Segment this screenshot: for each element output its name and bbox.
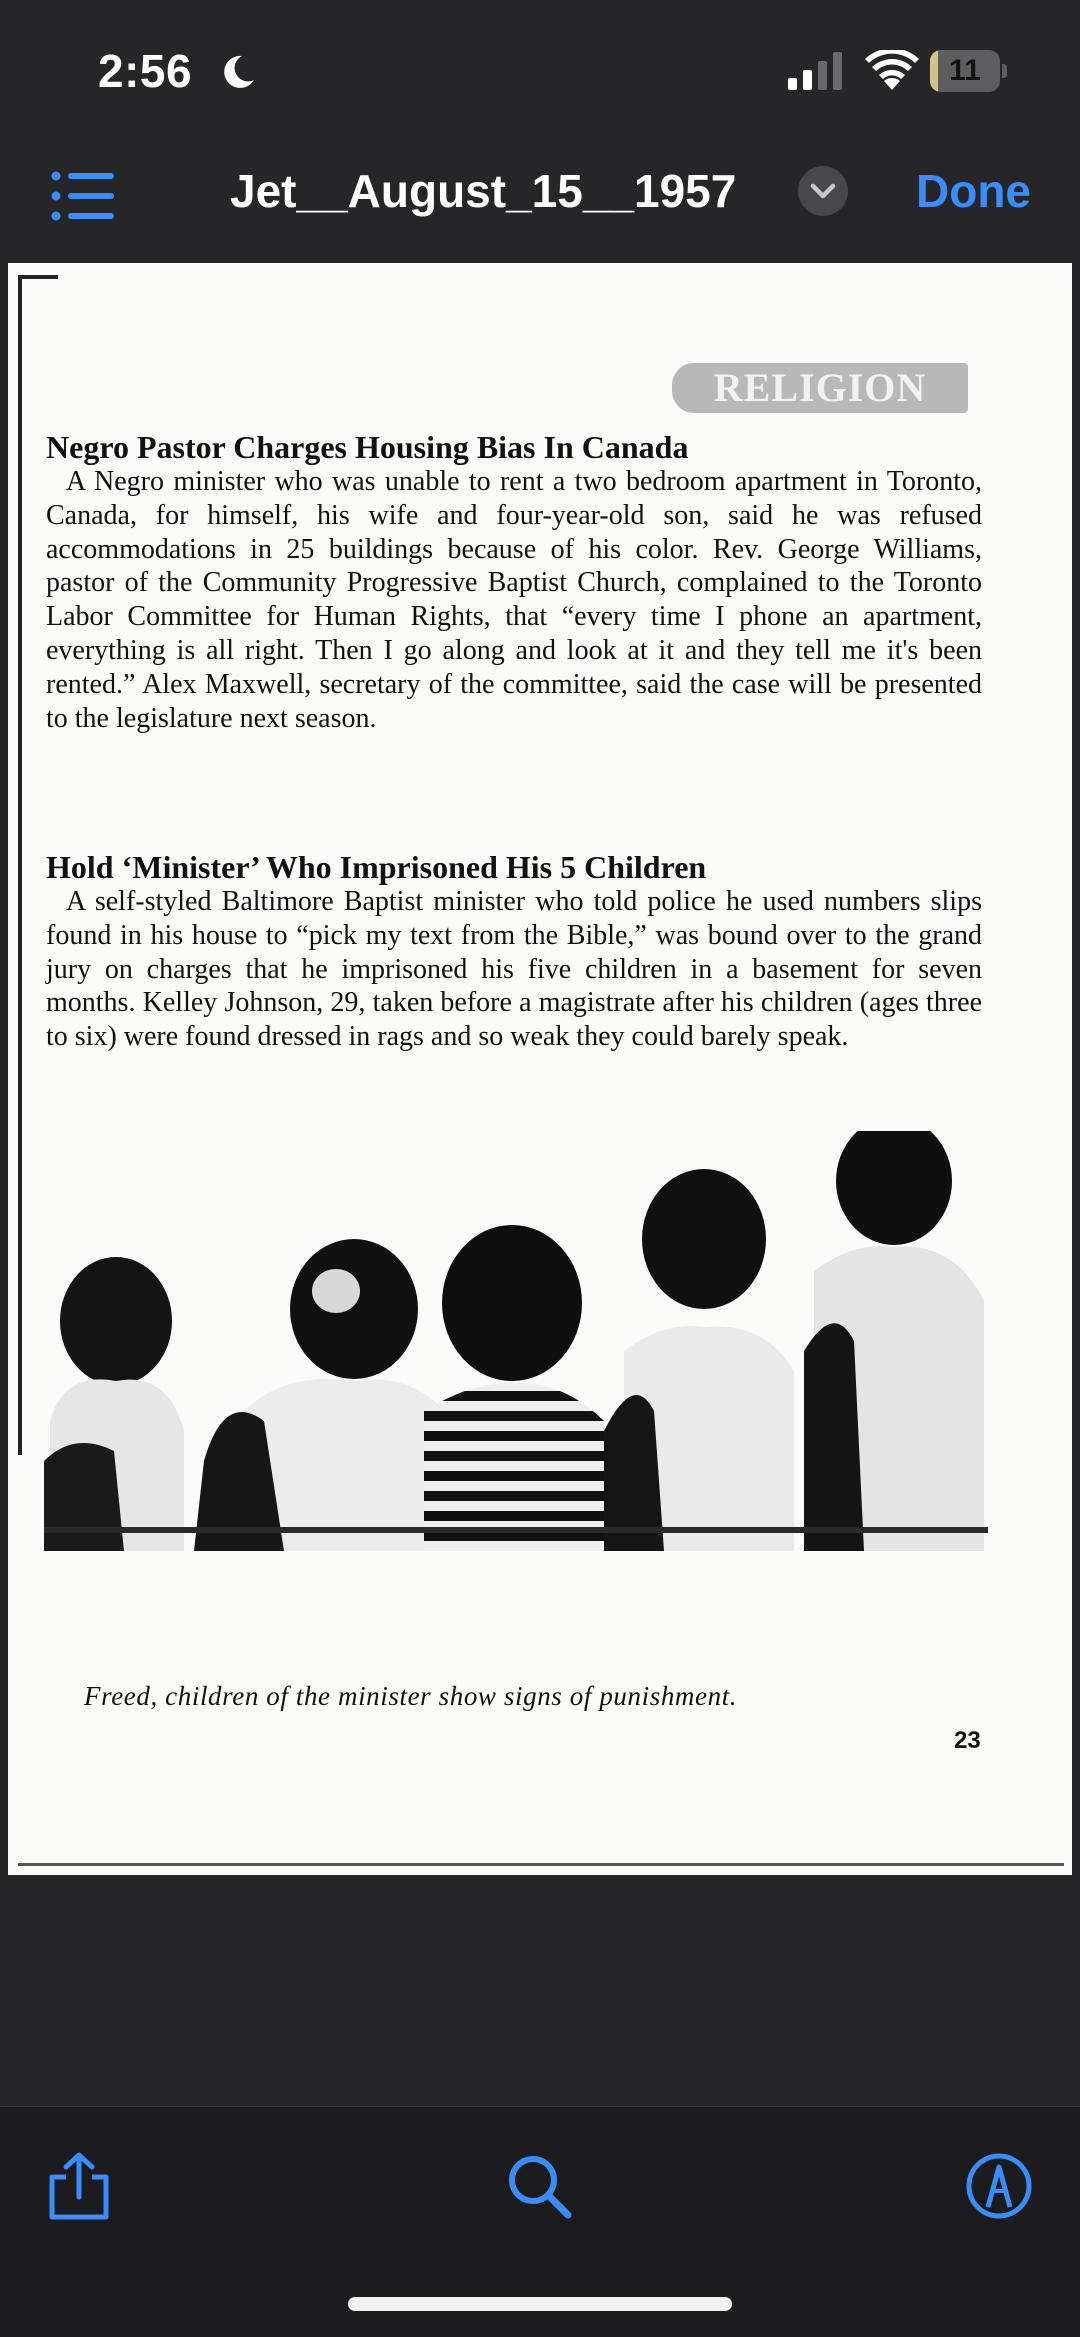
status-bar	[0, 0, 1080, 140]
children-photo	[44, 1131, 988, 1551]
list-icon[interactable]	[50, 168, 116, 224]
moon-icon	[218, 52, 258, 92]
nav-bar	[0, 140, 1080, 258]
page-number: 23	[954, 1727, 981, 1754]
page-border-top	[18, 275, 58, 279]
search-icon[interactable]	[504, 2151, 574, 2221]
battery-level: 11	[949, 54, 981, 87]
done-button[interactable]: Done	[916, 165, 1031, 217]
share-icon[interactable]	[44, 2151, 114, 2221]
wifi-icon	[864, 50, 920, 92]
chevron-down-icon[interactable]	[798, 166, 848, 216]
page-border-bottom	[18, 1863, 1064, 1866]
markup-icon[interactable]	[964, 2151, 1034, 2221]
status-time: 2:56	[98, 45, 193, 97]
article-housing-bias	[46, 429, 982, 735]
article-minister-children	[46, 849, 982, 1054]
article-headline: Negro Pastor Charges Housing Bias In Canada	[46, 429, 689, 465]
page-border	[18, 275, 22, 1455]
battery-icon	[930, 50, 1008, 92]
section-tag: RELIGION	[672, 363, 968, 413]
article-body: A Negro minister who was unable to rent a two bedroom apartment in Toronto, Canada, for himself, his wife and four-year-old son, said he was refused accommodations in 25 buildings because of his color. Rev. George Williams, pastor of the Community Progressive Baptist Church, complained to the Toronto Labor Committee for Human Rights, that “every time I phone an apartment, everything is all right. Then I go along and look at it and they tell me it's been rented.” Alex Maxwell, secretary of the committee, said the case will be presented to the legislature next season.	[46, 466, 982, 734]
document-title[interactable]: Jet__August_15__1957	[230, 165, 737, 217]
article-body: A self-styled Baltimore Baptist minister who told police he used numbers slips found in his house to “pick my text from the Bible,” was bound over to the grand jury on charges that he imprisoned his five children in a basement for seven months. Kelley Johnson, 29, taken before a magistrate after his children (ages three to six) were found dressed in rags and so weak they could barely speak.	[46, 886, 982, 1053]
document-page[interactable]	[8, 263, 1072, 1875]
cellular-signal-icon	[788, 52, 848, 90]
photo-caption: Freed, children of the minister show signs of punishment.	[84, 1681, 738, 1711]
home-indicator[interactable]	[348, 2297, 732, 2311]
article-headline: Hold ‘Minister’ Who Imprisoned His 5 Children	[46, 849, 707, 885]
